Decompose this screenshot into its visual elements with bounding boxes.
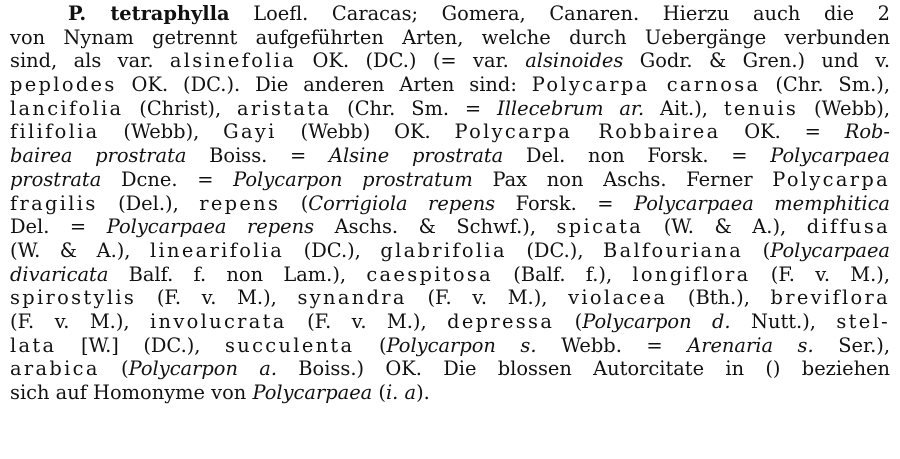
text-line <box>10 120 890 144</box>
spaced-text: lancifolia <box>10 96 124 120</box>
spaced-text: succulenta <box>225 333 355 357</box>
italic-text: Polycarpon s. <box>386 333 537 357</box>
italic-text: Polycarpaea <box>770 144 890 168</box>
text-segment: Webb. = <box>536 333 688 357</box>
text-line <box>10 286 890 310</box>
italic-text: divaricata <box>10 262 109 286</box>
text-segment: ( <box>280 191 309 215</box>
italic-text: Corrigiola repens <box>308 191 496 215</box>
text-segment: (Chr. Sm.), <box>760 73 890 97</box>
italic-text: Arenaria s. <box>687 333 814 357</box>
text-segment: [W.] (DC.), <box>56 333 225 357</box>
text-segment: Godr. & Gren.) und v. <box>623 49 890 73</box>
spaced-text: spirostylis <box>10 286 137 310</box>
text-line <box>10 239 890 263</box>
text-line <box>10 2 890 26</box>
spaced-text: caespitosa <box>366 262 494 286</box>
text-line <box>10 168 890 192</box>
spaced-text: violacea <box>568 286 668 310</box>
spaced-text: filifolia <box>10 120 100 144</box>
text-line <box>10 263 890 287</box>
text-segment: ( <box>743 238 771 262</box>
text-line <box>10 26 890 50</box>
text-segment: (F. v. M.), <box>136 286 298 310</box>
text-segment: Boiss. = <box>186 144 329 168</box>
text-segment: OK. (DC.). Die anderen Arten sind: <box>116 73 532 97</box>
text-segment: Pax non Aschs. Ferner <box>472 167 773 191</box>
spaced-text: arabica <box>10 357 100 381</box>
text-line <box>10 334 890 358</box>
text-segment: (DC.), <box>506 238 604 262</box>
spaced-text: aristata <box>236 96 332 120</box>
spaced-text: lata <box>10 333 57 357</box>
text-segment: Loefl. Caracas; Gomera, Canaren. Hierzu auch die 2 <box>229 2 891 25</box>
text-segment: Boiss.) OK. Die blossen Autorcitate in () beziehen <box>277 357 891 381</box>
text-line <box>10 310 890 334</box>
spaced-text: involucrata <box>150 309 287 333</box>
italic-text: Illecebrum ar. <box>497 96 645 120</box>
text-line <box>10 381 890 405</box>
spaced-text: Balfouriana <box>603 238 744 262</box>
text-segment: Ser.), <box>813 333 890 357</box>
text-segment: Nutt.), <box>730 309 837 333</box>
bold-text: P. tetraphylla <box>68 2 230 25</box>
spaced-text: longiflora <box>632 262 751 286</box>
text-segment: (Balf. f.), <box>493 262 633 286</box>
text-line <box>10 144 890 168</box>
text-segment: (F. v. M.), <box>286 309 448 333</box>
spaced-text: repens <box>199 191 281 215</box>
text-segment: (DC.), <box>284 238 381 262</box>
text-segment: (Webb) OK. <box>276 120 455 144</box>
spaced-text: Polycarpa carnosa <box>531 73 761 97</box>
italic-text: Polycarpon a. <box>128 357 277 381</box>
text-segment: (W. & A.), <box>10 238 150 262</box>
text-segment: von Nynam getrennt aufgeführten Arten, welche durch Uebergänge verbunden <box>10 25 890 49</box>
text-line <box>10 192 890 216</box>
text-segment: (Del.), <box>97 191 200 215</box>
spaced-text: alsinefolia <box>169 49 297 73</box>
spaced-text: diffusa <box>806 215 890 239</box>
italic-text: Polycarpaea repens <box>106 215 315 239</box>
italic-text: Polycarpon prostratum <box>233 167 473 191</box>
spaced-text: stel- <box>836 309 890 333</box>
spaced-text: fragilis <box>10 191 98 215</box>
text-segment: ). <box>416 381 430 404</box>
text-segment: Del. non Forsk. = <box>503 144 771 168</box>
text-segment: OK. = <box>720 120 845 144</box>
text-segment: (Webb), <box>99 120 224 144</box>
spaced-text: glabrifolia <box>380 238 507 262</box>
text-segment: Del. = <box>10 215 107 239</box>
italic-text: Polycarpaea memphitica <box>633 191 890 215</box>
text-segment: ( <box>99 357 129 381</box>
text-segment: (W. & A.), <box>643 215 807 239</box>
text-segment: Balf. f. non Lam.), <box>108 262 367 286</box>
spaced-text: Polycarpa <box>772 167 890 191</box>
italic-text: Rob- <box>844 120 890 144</box>
text-segment: (F. v. M.), <box>750 262 891 286</box>
italic-text: prostrata <box>10 167 102 191</box>
spaced-text: Gayi <box>223 120 277 144</box>
text-segment: Aschs. & Schwf.), <box>314 215 557 239</box>
text-segment: ( <box>554 309 583 333</box>
spaced-text: linearifolia <box>150 238 285 262</box>
italic-text: bairea prostrata <box>10 144 187 168</box>
italic-text: alsinoides <box>525 49 624 73</box>
text-segment: (F. v. M.), <box>10 309 150 333</box>
text-segment: ( <box>354 333 387 357</box>
spaced-text: synandra <box>297 286 407 310</box>
text-segment: (F. v. M.), <box>406 286 569 310</box>
text-line <box>10 73 890 97</box>
italic-text: Alsine prostrata <box>328 144 504 168</box>
text-segment: (Bth.), <box>667 286 771 310</box>
text-segment: (Webb), <box>798 96 890 120</box>
spaced-text: breviflora <box>770 286 890 310</box>
text-segment: Dcne. = <box>101 167 234 191</box>
spaced-text: tenuis <box>723 96 799 120</box>
spaced-text: peplodes <box>10 73 117 97</box>
text-segment: sich auf Homonyme von <box>10 381 253 404</box>
italic-text: Polycarpaea <box>252 381 373 404</box>
text-line <box>10 49 890 73</box>
text-line <box>10 97 890 121</box>
spaced-text: spicata <box>556 215 644 239</box>
text-line <box>10 357 890 381</box>
text-segment: (Christ), <box>123 96 237 120</box>
text-segment: (Chr. Sm. = <box>331 96 498 120</box>
text-segment: ( <box>372 381 386 404</box>
text-block <box>10 2 890 405</box>
text-segment: OK. (DC.) (= var. <box>296 49 526 73</box>
text-line <box>10 215 890 239</box>
italic-text: Polycarpaea <box>770 238 890 262</box>
text-segment: Forsk. = <box>495 191 634 215</box>
text-segment: sind, als var. <box>10 49 170 73</box>
italic-text: Polycarpon d. <box>582 309 731 333</box>
text-segment: Ait.), <box>644 96 724 120</box>
italic-text: i. a <box>385 381 417 404</box>
spaced-text: Polycarpa Robbairea <box>454 120 721 144</box>
spaced-text: depressa <box>447 309 555 333</box>
